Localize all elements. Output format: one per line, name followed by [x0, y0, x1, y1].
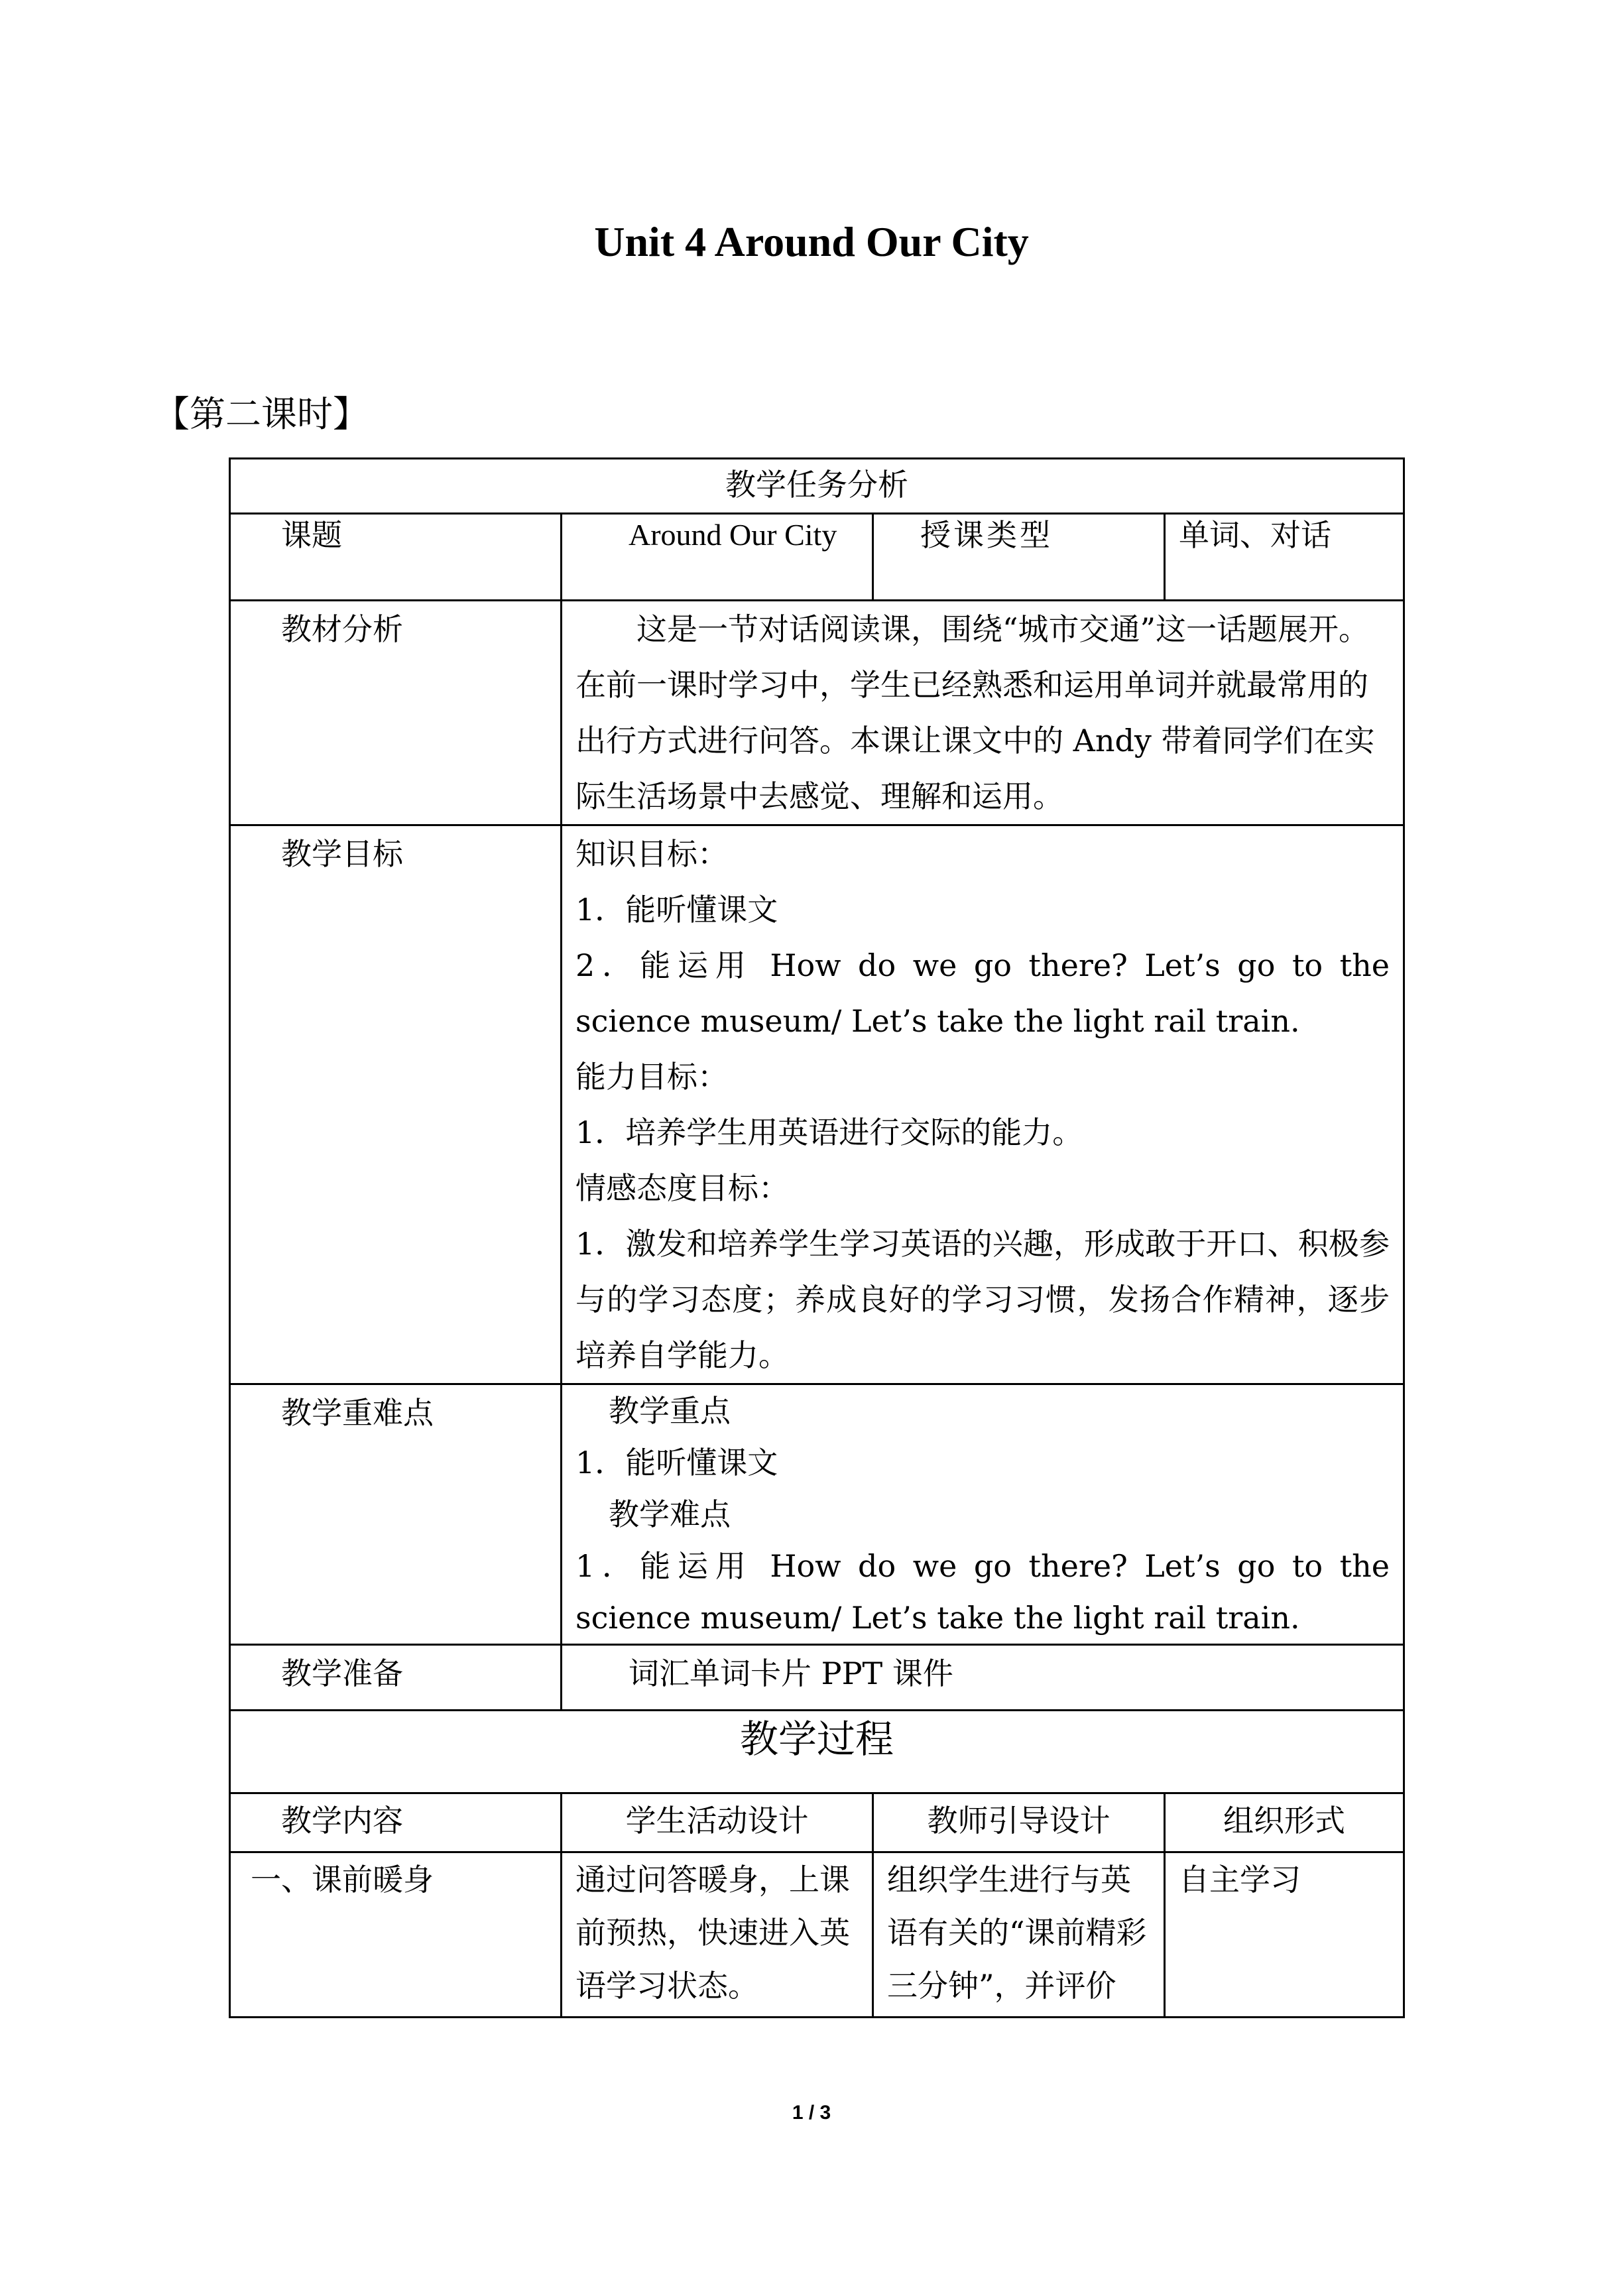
step-form: 自主学习 — [1165, 1852, 1404, 2018]
goal-line: 情感态度目标： — [575, 1170, 789, 1206]
page-number: 1 / 3 — [792, 2102, 831, 2124]
topic-value: Around Our City — [562, 514, 873, 601]
step-student-activity: 通过问答暖身，上课前预热，快速进入英语学习状态。 — [562, 1852, 873, 2018]
column-header-content: 教学内容 — [230, 1793, 562, 1852]
lesson-label: 【第二课时】 — [154, 393, 369, 435]
document-title: Unit 4 Around Our City — [594, 218, 1029, 265]
lesson-plan-table — [229, 457, 1405, 2018]
column-header-form: 组织形式 — [1165, 1793, 1404, 1852]
prep-label: 教学准备 — [230, 1645, 562, 1711]
prep-value: 词汇单词卡片 PPT 课件 — [562, 1645, 1404, 1711]
column-header-student: 学生活动设计 — [562, 1793, 873, 1852]
key-point-heading: 教学难点 — [609, 1496, 731, 1532]
type-label: 授课类型 — [873, 514, 1165, 601]
task-analysis-header: 教学任务分析 — [230, 459, 1404, 514]
key-points-cell — [562, 1384, 1404, 1645]
key-point-heading: 教学重点 — [609, 1393, 731, 1429]
goal-line: 1．能听懂课文 — [575, 892, 778, 928]
key-point-line: 1．能运用 How do we go there? Let’s go to the science museum/ Let’s take the light rail train. — [575, 1548, 1390, 1636]
goal-line: 2．能运用 How do we go there? Let’s go to the science museum/ Let’s take the light rail train. — [575, 947, 1390, 1039]
goal-line: 1．激发和培养学生学习英语的兴趣，形成敢于开口、积极参与的学习态度；养成良好的学习习惯，发扬合作精神，逐步培养自学能力。 — [575, 1226, 1390, 1373]
key-point-line: 1．能听懂课文 — [575, 1445, 778, 1480]
table-row — [230, 1852, 1404, 2018]
step-teacher-guidance: 组织学生进行与英语有关的“课前精彩三分钟”，并评价 — [873, 1852, 1165, 2018]
goal-line: 能力目标： — [575, 1059, 728, 1095]
step-content: 一、课前暖身 — [230, 1852, 562, 2018]
type-value: 单词、对话 — [1165, 514, 1404, 601]
column-header-teacher: 教师引导设计 — [873, 1793, 1165, 1852]
material-label: 教材分析 — [230, 601, 562, 825]
goals-cell — [562, 825, 1404, 1384]
key-points-label: 教学重难点 — [230, 1384, 562, 1645]
topic-label: 课题 — [230, 514, 562, 601]
goal-line: 1．培养学生用英语进行交际的能力。 — [575, 1115, 1083, 1150]
material-paragraph: 这是一节对话阅读课，围绕“城市交通”这一话题展开。在前一课时学习中，学生已经熟悉和运用单词并就最常用的出行方式进行问答。本课让课文中的 Andy 带着同学们在实际生活场景中去感觉、理解和运用。 — [575, 611, 1375, 814]
process-header: 教学过程 — [230, 1711, 1404, 1793]
goal-line: 知识目标： — [575, 836, 728, 872]
material-text — [562, 601, 1404, 825]
goals-label: 教学目标 — [230, 825, 562, 1384]
